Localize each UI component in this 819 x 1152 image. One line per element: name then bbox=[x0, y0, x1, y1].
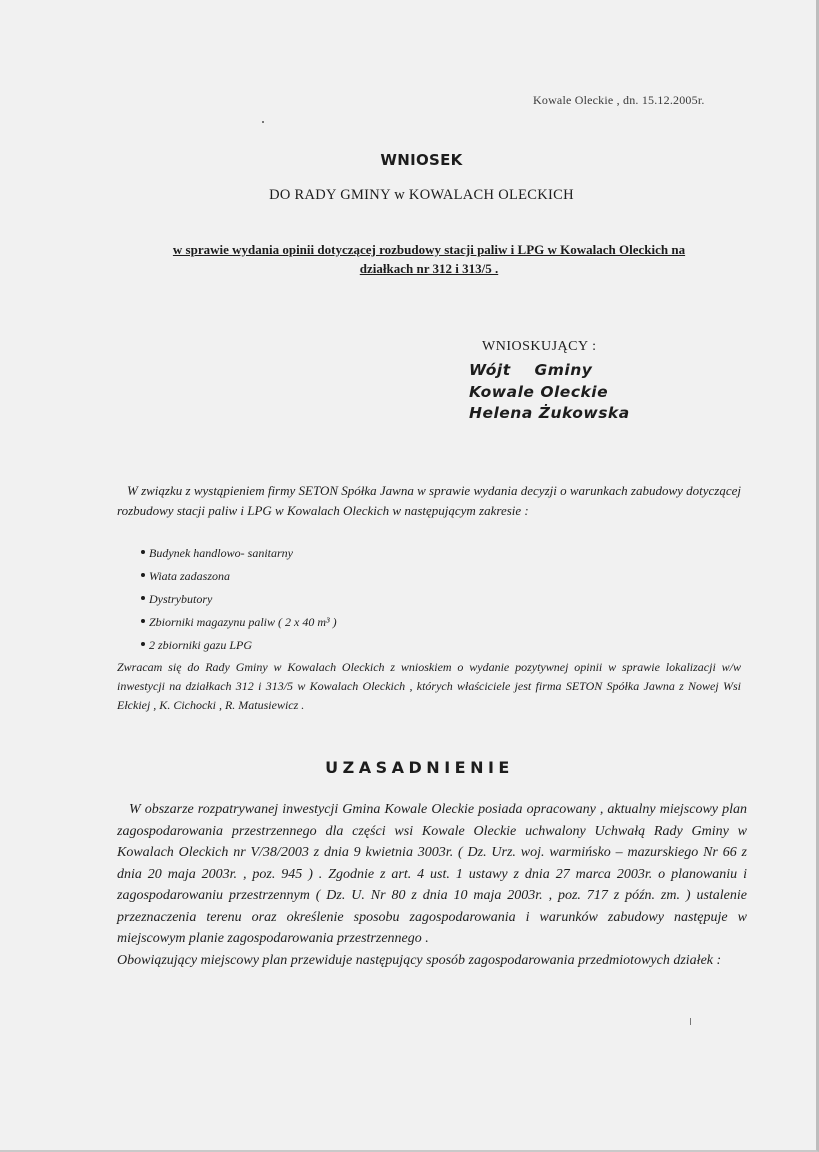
list-item-text: Zbiorniki magazynu paliw ( 2 x 40 m³ ) bbox=[149, 615, 337, 629]
bullet-icon bbox=[141, 596, 145, 600]
applicant-line-2: Kowale Oleckie bbox=[469, 383, 609, 401]
applicant-line-1: Wójt Gminy bbox=[469, 361, 593, 379]
subject-line: w sprawie wydania opinii dotyczącej rozbudowy stacji paliw i LPG w Kowalach Oleckich na działkach nr 312 i 313/5 . bbox=[172, 242, 686, 276]
list-item bbox=[117, 544, 337, 567]
list-item bbox=[117, 567, 337, 590]
bullet-icon bbox=[141, 642, 145, 646]
applicant-label: WNIOSKUJĄCY : bbox=[482, 339, 597, 354]
bullet-icon bbox=[141, 550, 145, 554]
list-item-text: Dystrybutory bbox=[149, 592, 213, 606]
list-item-text: Wiata zadaszona bbox=[149, 569, 231, 583]
bullet-icon bbox=[141, 573, 145, 577]
justification-heading: UZASADNIENIE bbox=[325, 758, 514, 777]
scan-mark bbox=[690, 1018, 691, 1025]
justification-paragraph-1: W obszarze rozpatrywanej inwestycji Gmina Kowale Oleckie posiada opracowany , aktualny miejscowy plan zagospodarowania przestrzennego dla części wsi Kowale Oleckie uchwalony Uchwałą Rady Gminy w Kowalach Oleckich nr V/38/2003 z dnia 9 kwietnia 3003r. ( Dz. Urz. woj. warmińsko – mazurskiego Nr 66 z dnia 20 maja 2003r. , poz. 945 ) . Zgodnie z art. 4 ust. 1 ustawy z dnia 27 marca 2003r. o planowaniu i zagospodarowaniu przestrzennym ( Dz. U. Nr 80 z dnia 10 maja 2003r. , poz. 717 z późn. zm. ) ustalenie przeznaczenia terenu oraz określenie sposobu zagospodarowania i warunków zabudowy następuje w miejscowym planie zagospodarowania przestrzennego . bbox=[117, 802, 747, 946]
applicant-line-3: Helena Żukowska bbox=[469, 404, 630, 422]
request-paragraph: Zwracam się do Rady Gminy w Kowalach Oleckich z wnioskiem o wydanie pozytywnej opinii w sprawie lokalizacji w/w inwestycji na działkach 312 i 313/5 w Kowalach Oleckich , których właściciele jest firma SETON Spółka Jawna z Nowej Wsi Ełckiej , K. Cichocki , R. Matusiewicz . bbox=[117, 660, 741, 712]
addressee: DO RADY GMINY w KOWALACH OLECKICH bbox=[269, 187, 574, 203]
justification-text bbox=[117, 799, 747, 971]
list-item bbox=[117, 590, 337, 613]
list-item bbox=[117, 636, 337, 659]
scope-list bbox=[117, 544, 337, 659]
justification-paragraph-2: Obowiązujący miejscowy plan przewiduje następujący sposób zagospodarowania przedmiotowych działek : bbox=[117, 952, 722, 968]
document-title: WNIOSEK bbox=[380, 151, 463, 169]
bullet-icon bbox=[141, 619, 145, 623]
list-item bbox=[117, 613, 337, 636]
place-and-date: Kowale Oleckie , dn. 15.12.2005r. bbox=[533, 93, 705, 107]
scan-speck bbox=[262, 121, 264, 123]
intro-paragraph: W związku z wystąpieniem firmy SETON Spółka Jawna w sprawie wydania decyzji o warunkach zabudowy dotyczącej rozbudowy stacji paliw i LPG w Kowalach Oleckich w następującym zakresie : bbox=[117, 483, 741, 518]
list-item-text: Budynek handlowo- sanitarny bbox=[149, 546, 293, 560]
list-item-text: 2 zbiorniki gazu LPG bbox=[149, 638, 253, 652]
